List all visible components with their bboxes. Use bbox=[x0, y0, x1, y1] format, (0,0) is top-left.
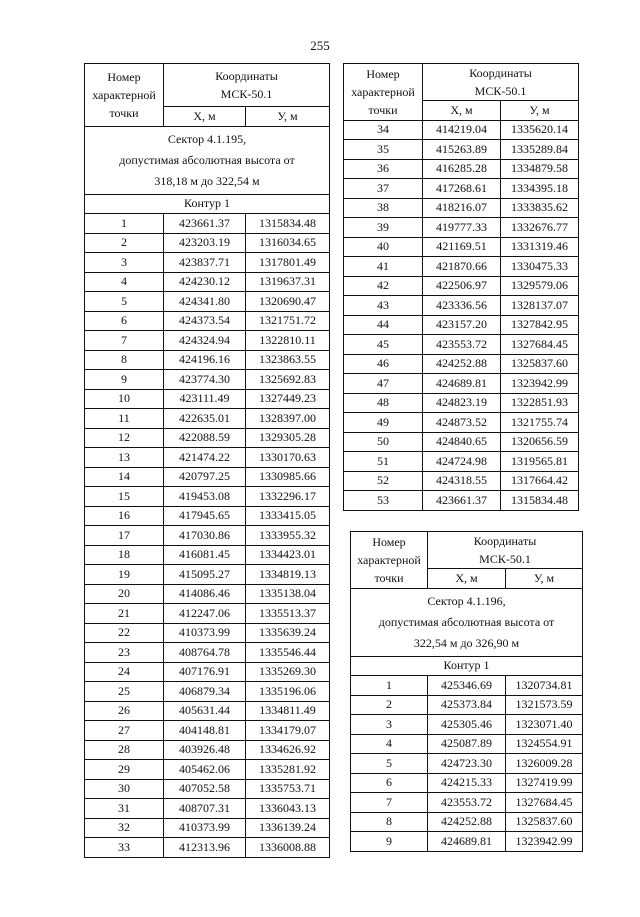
table-row bbox=[85, 311, 330, 331]
point-number-cell: 32 bbox=[85, 818, 164, 838]
point-number-cell: 10 bbox=[85, 389, 164, 409]
x-coordinate-cell: 415263.89 bbox=[423, 140, 501, 160]
table-row bbox=[351, 754, 583, 774]
y-coordinate-cell: 1320734.81 bbox=[506, 676, 583, 696]
y-coordinate-cell: 1325837.60 bbox=[501, 354, 579, 374]
x-coordinate-cell: 408707.31 bbox=[164, 799, 246, 819]
x-coordinate-cell: 423203.19 bbox=[164, 233, 246, 253]
table-row bbox=[344, 432, 579, 452]
point-number-cell: 15 bbox=[85, 487, 164, 507]
table-row bbox=[351, 715, 583, 735]
y-coordinate-cell: 1328397.00 bbox=[246, 409, 330, 429]
point-number-cell: 2 bbox=[351, 695, 428, 715]
y-coordinate-cell: 1327684.45 bbox=[506, 793, 583, 813]
point-number-header bbox=[351, 532, 428, 589]
sector-line: Сектор 4.1.196, bbox=[427, 593, 506, 608]
x-coordinate-cell: 423553.72 bbox=[428, 793, 506, 813]
table-row bbox=[85, 779, 330, 799]
point-number-cell: 8 bbox=[85, 350, 164, 370]
x-coordinate-cell: 425087.89 bbox=[428, 734, 506, 754]
y-coordinate-cell: 1320656.59 bbox=[501, 432, 579, 452]
table-row bbox=[85, 350, 330, 370]
point-number-cell: 9 bbox=[351, 832, 428, 852]
point-number-cell: 29 bbox=[85, 760, 164, 780]
point-number-cell: 19 bbox=[85, 565, 164, 585]
y-coordinate-cell: 1317801.49 bbox=[246, 253, 330, 273]
x-coordinate-cell: 424689.81 bbox=[423, 374, 501, 394]
x-coordinate-cell: 422635.01 bbox=[164, 409, 246, 429]
y-coordinate-cell: 1334423.01 bbox=[246, 545, 330, 565]
point-number-cell: 17 bbox=[85, 526, 164, 546]
table-row bbox=[85, 740, 330, 760]
point-number-cell: 27 bbox=[85, 721, 164, 741]
table-row bbox=[344, 198, 579, 218]
table-row bbox=[85, 526, 330, 546]
point-number-cell: 3 bbox=[351, 715, 428, 735]
point-number-cell: 38 bbox=[344, 198, 423, 218]
x-coordinate-cell: 423553.72 bbox=[423, 335, 501, 355]
point-number-cell: 18 bbox=[85, 545, 164, 565]
table-row bbox=[344, 374, 579, 394]
x-coordinate-cell: 416081.45 bbox=[164, 545, 246, 565]
point-number-cell: 6 bbox=[351, 773, 428, 793]
header-line: Координаты bbox=[469, 66, 532, 80]
x-coordinate-cell: 405631.44 bbox=[164, 701, 246, 721]
y-coordinate-cell: 1328137.07 bbox=[501, 296, 579, 316]
y-coordinate-cell: 1327419.99 bbox=[506, 773, 583, 793]
point-number-cell: 23 bbox=[85, 643, 164, 663]
x-coordinate-cell: 424215.33 bbox=[428, 773, 506, 793]
y-coordinate-cell: 1336043.13 bbox=[246, 799, 330, 819]
y-coordinate-cell: 1335269.30 bbox=[246, 662, 330, 682]
point-number-cell: 7 bbox=[85, 331, 164, 351]
point-number-cell: 37 bbox=[344, 179, 423, 199]
table-row bbox=[344, 159, 579, 179]
y-coordinate-cell: 1335639.24 bbox=[246, 623, 330, 643]
table-row bbox=[85, 604, 330, 624]
table-row bbox=[344, 179, 579, 199]
table-row bbox=[344, 237, 579, 257]
y-coordinate-cell: 1321751.72 bbox=[246, 311, 330, 331]
x-coordinate-cell: 405462.06 bbox=[164, 760, 246, 780]
table-row bbox=[344, 120, 579, 140]
y-coordinate-cell: 1330985.66 bbox=[246, 467, 330, 487]
x-coordinate-cell: 412247.06 bbox=[164, 604, 246, 624]
y-coordinate-cell: 1334626.92 bbox=[246, 740, 330, 760]
point-number-header bbox=[85, 64, 164, 127]
point-number-cell: 44 bbox=[344, 315, 423, 335]
x-coordinate-cell: 416285.28 bbox=[423, 159, 501, 179]
table-row bbox=[344, 140, 579, 160]
y-coordinate-cell: 1326009.28 bbox=[506, 754, 583, 774]
sector-line: 318,18 м до 322,54 м bbox=[154, 173, 260, 188]
table-row bbox=[85, 565, 330, 585]
x-coordinate-cell: 419777.33 bbox=[423, 218, 501, 238]
point-number-cell: 1 bbox=[351, 676, 428, 696]
point-number-cell: 26 bbox=[85, 701, 164, 721]
x-coordinate-cell: 424196.16 bbox=[164, 350, 246, 370]
y-coordinate-cell: 1329305.28 bbox=[246, 428, 330, 448]
x-coordinate-cell: 424840.65 bbox=[423, 432, 501, 452]
point-number-cell: 33 bbox=[85, 838, 164, 858]
table-row bbox=[344, 218, 579, 238]
x-coordinate-cell: 424723.30 bbox=[428, 754, 506, 774]
table-row bbox=[85, 662, 330, 682]
table-row bbox=[344, 354, 579, 374]
table-row bbox=[85, 623, 330, 643]
point-number-cell: 31 bbox=[85, 799, 164, 819]
table-row bbox=[85, 467, 330, 487]
y-coordinate-cell: 1333415.05 bbox=[246, 506, 330, 526]
y-coordinate-cell: 1333835.62 bbox=[501, 198, 579, 218]
point-number-cell: 47 bbox=[344, 374, 423, 394]
y-coordinate-cell: 1329579.06 bbox=[501, 276, 579, 296]
y-coordinate-cell: 1330475.33 bbox=[501, 257, 579, 277]
y-coordinate-cell: 1320690.47 bbox=[246, 292, 330, 312]
table-row bbox=[344, 315, 579, 335]
coordinates-header bbox=[423, 64, 579, 101]
y-coordinate-cell: 1331319.46 bbox=[501, 237, 579, 257]
header-line: точки bbox=[368, 102, 398, 117]
y-coordinate-cell: 1335281.92 bbox=[246, 760, 330, 780]
y-coordinate-cell: 1315834.48 bbox=[246, 214, 330, 234]
point-number-cell: 8 bbox=[351, 812, 428, 832]
x-header: Х, м bbox=[164, 107, 246, 127]
x-coordinate-cell: 425373.84 bbox=[428, 695, 506, 715]
sector-caption bbox=[351, 588, 583, 656]
table-row bbox=[85, 428, 330, 448]
x-coordinate-cell: 422506.97 bbox=[423, 276, 501, 296]
y-coordinate-cell: 1335138.04 bbox=[246, 584, 330, 604]
x-coordinate-cell: 424823.19 bbox=[423, 393, 501, 413]
point-number-cell: 7 bbox=[351, 793, 428, 813]
point-number-cell: 30 bbox=[85, 779, 164, 799]
x-coordinate-cell: 421474.22 bbox=[164, 448, 246, 468]
header-line: МСК-50.1 bbox=[479, 552, 531, 566]
y-coordinate-cell: 1322810.11 bbox=[246, 331, 330, 351]
point-number-cell: 42 bbox=[344, 276, 423, 296]
y-coordinate-cell: 1316034.65 bbox=[246, 233, 330, 253]
point-number-cell: 1 bbox=[85, 214, 164, 234]
x-coordinate-cell: 407052.58 bbox=[164, 779, 246, 799]
x-coordinate-cell: 408764.78 bbox=[164, 643, 246, 663]
sector-line: допустимая абсолютная высота от bbox=[378, 614, 555, 629]
table-row bbox=[351, 832, 583, 852]
point-number-cell: 13 bbox=[85, 448, 164, 468]
contour-label: Контур 1 bbox=[351, 656, 583, 676]
point-number-cell: 5 bbox=[351, 754, 428, 774]
contour-label: Контур 1 bbox=[85, 194, 330, 214]
y-coordinate-cell: 1336139.24 bbox=[246, 818, 330, 838]
table-row bbox=[351, 812, 583, 832]
y-coordinate-cell: 1334811.49 bbox=[246, 701, 330, 721]
table-row bbox=[344, 491, 579, 511]
x-coordinate-cell: 423661.37 bbox=[164, 214, 246, 234]
x-coordinate-cell: 424373.54 bbox=[164, 311, 246, 331]
header-line: точки bbox=[109, 105, 139, 120]
coordinates-table-2 bbox=[343, 63, 579, 511]
y-coordinate-cell: 1335196.06 bbox=[246, 682, 330, 702]
y-coordinate-cell: 1322851.93 bbox=[501, 393, 579, 413]
y-coordinate-cell: 1336008.88 bbox=[246, 838, 330, 858]
point-number-cell: 2 bbox=[85, 233, 164, 253]
point-number-cell: 52 bbox=[344, 471, 423, 491]
sector-caption bbox=[85, 126, 330, 194]
y-coordinate-cell: 1327449.23 bbox=[246, 389, 330, 409]
table-row bbox=[85, 818, 330, 838]
y-header: У, м bbox=[246, 107, 330, 127]
point-number-cell: 35 bbox=[344, 140, 423, 160]
x-header: Х, м bbox=[423, 101, 501, 121]
table-row bbox=[344, 257, 579, 277]
x-coordinate-cell: 419453.08 bbox=[164, 487, 246, 507]
y-coordinate-cell: 1315834.48 bbox=[501, 491, 579, 511]
table-row bbox=[344, 452, 579, 472]
x-coordinate-cell: 423336.56 bbox=[423, 296, 501, 316]
table-row bbox=[85, 370, 330, 390]
table-row bbox=[344, 335, 579, 355]
point-number-cell: 25 bbox=[85, 682, 164, 702]
table-row bbox=[85, 545, 330, 565]
coordinates-header bbox=[428, 532, 583, 569]
x-coordinate-cell: 423157.20 bbox=[423, 315, 501, 335]
y-coordinate-cell: 1317664.42 bbox=[501, 471, 579, 491]
x-coordinate-cell: 418216.07 bbox=[423, 198, 501, 218]
x-coordinate-cell: 425346.69 bbox=[428, 676, 506, 696]
header-line: Координаты bbox=[215, 69, 278, 83]
y-coordinate-cell: 1335753.71 bbox=[246, 779, 330, 799]
point-number-cell: 9 bbox=[85, 370, 164, 390]
table-row bbox=[344, 296, 579, 316]
point-number-cell: 36 bbox=[344, 159, 423, 179]
x-coordinate-cell: 414219.04 bbox=[423, 120, 501, 140]
header-line: Координаты bbox=[473, 534, 537, 548]
point-number-cell: 41 bbox=[344, 257, 423, 277]
table-row bbox=[85, 799, 330, 819]
x-coordinate-cell: 424873.52 bbox=[423, 413, 501, 433]
y-coordinate-cell: 1335620.14 bbox=[501, 120, 579, 140]
x-coordinate-cell: 424252.88 bbox=[428, 812, 506, 832]
header-line: МСК-50.1 bbox=[220, 87, 273, 101]
header-line: МСК-50.1 bbox=[474, 84, 527, 98]
x-coordinate-cell: 424689.81 bbox=[428, 832, 506, 852]
x-coordinate-cell: 423774.30 bbox=[164, 370, 246, 390]
x-coordinate-cell: 424252.88 bbox=[423, 354, 501, 374]
table-row bbox=[85, 760, 330, 780]
point-number-cell: 21 bbox=[85, 604, 164, 624]
coordinates-header bbox=[164, 64, 330, 107]
point-number-cell: 28 bbox=[85, 740, 164, 760]
table-row bbox=[85, 448, 330, 468]
point-number-cell: 40 bbox=[344, 237, 423, 257]
x-coordinate-cell: 421870.66 bbox=[423, 257, 501, 277]
x-header: Х, м bbox=[428, 569, 506, 589]
x-coordinate-cell: 423661.37 bbox=[423, 491, 501, 511]
x-coordinate-cell: 424230.12 bbox=[164, 272, 246, 292]
point-number-cell: 6 bbox=[85, 311, 164, 331]
table-row bbox=[85, 487, 330, 507]
point-number-cell: 14 bbox=[85, 467, 164, 487]
table-row bbox=[85, 389, 330, 409]
x-coordinate-cell: 410373.99 bbox=[164, 623, 246, 643]
point-number-cell: 22 bbox=[85, 623, 164, 643]
point-number-cell: 43 bbox=[344, 296, 423, 316]
y-header: У, м bbox=[501, 101, 579, 121]
x-coordinate-cell: 421169.51 bbox=[423, 237, 501, 257]
x-coordinate-cell: 415095.27 bbox=[164, 565, 246, 585]
y-coordinate-cell: 1327842.95 bbox=[501, 315, 579, 335]
y-coordinate-cell: 1334395.18 bbox=[501, 179, 579, 199]
y-coordinate-cell: 1333955.32 bbox=[246, 526, 330, 546]
y-coordinate-cell: 1334879.58 bbox=[501, 159, 579, 179]
x-coordinate-cell: 417030.86 bbox=[164, 526, 246, 546]
point-number-cell: 4 bbox=[85, 272, 164, 292]
table-row bbox=[85, 838, 330, 858]
x-coordinate-cell: 423111.49 bbox=[164, 389, 246, 409]
y-coordinate-cell: 1335546.44 bbox=[246, 643, 330, 663]
table-row bbox=[85, 584, 330, 604]
table-row bbox=[85, 292, 330, 312]
table-row bbox=[85, 253, 330, 273]
y-header: У, м bbox=[506, 569, 583, 589]
point-number-cell: 12 bbox=[85, 428, 164, 448]
x-coordinate-cell: 424724.98 bbox=[423, 452, 501, 472]
y-coordinate-cell: 1327684.45 bbox=[501, 335, 579, 355]
y-coordinate-cell: 1334179.07 bbox=[246, 721, 330, 741]
y-coordinate-cell: 1335513.37 bbox=[246, 604, 330, 624]
table-row bbox=[344, 276, 579, 296]
x-coordinate-cell: 423837.71 bbox=[164, 253, 246, 273]
x-coordinate-cell: 414086.46 bbox=[164, 584, 246, 604]
sector-line: Сектор 4.1.195, bbox=[167, 131, 247, 146]
header-line: Номер bbox=[372, 534, 406, 549]
header-line: Номер bbox=[107, 69, 141, 84]
point-number-cell: 46 bbox=[344, 354, 423, 374]
y-coordinate-cell: 1321755.74 bbox=[501, 413, 579, 433]
table-row bbox=[351, 793, 583, 813]
y-coordinate-cell: 1332296.17 bbox=[246, 487, 330, 507]
point-number-header bbox=[344, 64, 423, 121]
point-number-cell: 16 bbox=[85, 506, 164, 526]
table-row bbox=[85, 331, 330, 351]
sector-line: допустимая абсолютная высота от bbox=[119, 152, 295, 167]
point-number-cell: 51 bbox=[344, 452, 423, 472]
point-number-cell: 49 bbox=[344, 413, 423, 433]
y-coordinate-cell: 1334819.13 bbox=[246, 565, 330, 585]
header-line: характерной bbox=[351, 84, 415, 99]
table-row bbox=[85, 643, 330, 663]
table-row bbox=[85, 214, 330, 234]
table-row bbox=[85, 409, 330, 429]
sector-line: 322,54 м до 326,90 м bbox=[413, 635, 520, 650]
y-coordinate-cell: 1323942.99 bbox=[501, 374, 579, 394]
point-number-cell: 53 bbox=[344, 491, 423, 511]
page-number: 255 bbox=[310, 38, 330, 53]
table-row bbox=[351, 695, 583, 715]
point-number-cell: 45 bbox=[344, 335, 423, 355]
x-coordinate-cell: 425305.46 bbox=[428, 715, 506, 735]
point-number-cell: 5 bbox=[85, 292, 164, 312]
table-row bbox=[351, 734, 583, 754]
y-coordinate-cell: 1325692.83 bbox=[246, 370, 330, 390]
table-row bbox=[344, 393, 579, 413]
x-coordinate-cell: 424318.55 bbox=[423, 471, 501, 491]
x-coordinate-cell: 410373.99 bbox=[164, 818, 246, 838]
y-coordinate-cell: 1319565.81 bbox=[501, 452, 579, 472]
point-number-cell: 24 bbox=[85, 662, 164, 682]
table-row bbox=[85, 272, 330, 292]
table-row bbox=[351, 773, 583, 793]
coordinates-table-1 bbox=[84, 63, 330, 858]
header-line: Номер bbox=[366, 66, 400, 81]
point-number-cell: 20 bbox=[85, 584, 164, 604]
y-coordinate-cell: 1323942.99 bbox=[506, 832, 583, 852]
y-coordinate-cell: 1323863.55 bbox=[246, 350, 330, 370]
y-coordinate-cell: 1324554.91 bbox=[506, 734, 583, 754]
coordinates-table-3 bbox=[350, 531, 583, 852]
table-row bbox=[85, 233, 330, 253]
y-coordinate-cell: 1332676.77 bbox=[501, 218, 579, 238]
x-coordinate-cell: 407176.91 bbox=[164, 662, 246, 682]
x-coordinate-cell: 420797.25 bbox=[164, 467, 246, 487]
header-line: точки bbox=[374, 570, 404, 585]
point-number-cell: 39 bbox=[344, 218, 423, 238]
table-row bbox=[351, 676, 583, 696]
x-coordinate-cell: 403926.48 bbox=[164, 740, 246, 760]
x-coordinate-cell: 406879.34 bbox=[164, 682, 246, 702]
table-row bbox=[344, 413, 579, 433]
point-number-cell: 4 bbox=[351, 734, 428, 754]
table-row bbox=[344, 471, 579, 491]
y-coordinate-cell: 1319637.31 bbox=[246, 272, 330, 292]
point-number-cell: 3 bbox=[85, 253, 164, 273]
table-row bbox=[85, 721, 330, 741]
table-row bbox=[85, 701, 330, 721]
x-coordinate-cell: 424324.94 bbox=[164, 331, 246, 351]
x-coordinate-cell: 417945.65 bbox=[164, 506, 246, 526]
point-number-cell: 48 bbox=[344, 393, 423, 413]
x-coordinate-cell: 412313.96 bbox=[164, 838, 246, 858]
y-coordinate-cell: 1321573.59 bbox=[506, 695, 583, 715]
point-number-cell: 11 bbox=[85, 409, 164, 429]
point-number-cell: 34 bbox=[344, 120, 423, 140]
table-row bbox=[85, 682, 330, 702]
table-row bbox=[85, 506, 330, 526]
header-line: характерной bbox=[92, 87, 156, 102]
point-number-cell: 50 bbox=[344, 432, 423, 452]
y-coordinate-cell: 1325837.60 bbox=[506, 812, 583, 832]
x-coordinate-cell: 422088.59 bbox=[164, 428, 246, 448]
y-coordinate-cell: 1335289.84 bbox=[501, 140, 579, 160]
header-line: характерной bbox=[357, 552, 421, 567]
x-coordinate-cell: 424341.80 bbox=[164, 292, 246, 312]
y-coordinate-cell: 1330170.63 bbox=[246, 448, 330, 468]
x-coordinate-cell: 404148.81 bbox=[164, 721, 246, 741]
x-coordinate-cell: 417268.61 bbox=[423, 179, 501, 199]
y-coordinate-cell: 1323071.40 bbox=[506, 715, 583, 735]
